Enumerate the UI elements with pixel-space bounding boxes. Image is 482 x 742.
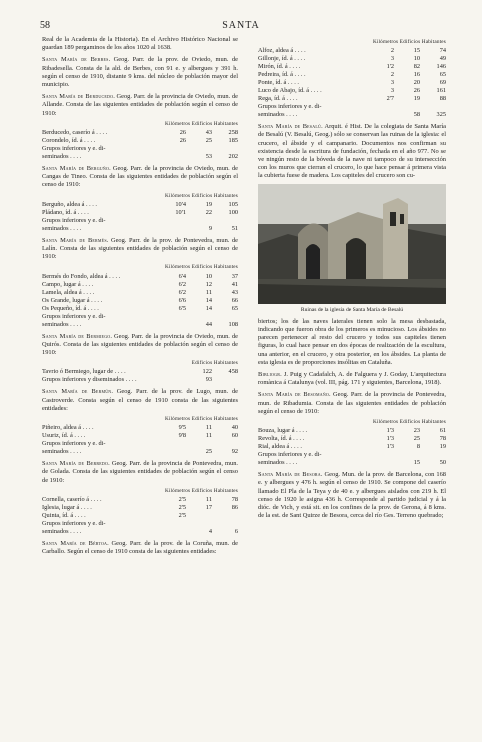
place-name: Piñeiro, aldea á . . . . [42, 424, 94, 432]
buildings-value [186, 512, 212, 520]
km-value: 2'7 [386, 95, 394, 103]
place-name: Grupos inferiores y diseminados . . . . [42, 376, 137, 384]
table-row [42, 424, 238, 432]
inhabitants-value: 161 [436, 87, 446, 95]
buildings-value: 25 [205, 137, 212, 145]
place-name: Pedreira, íd. á . . . . [258, 71, 306, 79]
population-table [42, 201, 238, 233]
inhabitants-value: 66 [231, 296, 238, 304]
table-row [258, 103, 446, 111]
inhabitants-value [420, 103, 446, 111]
table-row [42, 432, 238, 440]
inhabitants-value: 6 [234, 528, 238, 536]
inhabitants-value [212, 145, 238, 153]
km-value [368, 451, 394, 459]
buildings-value: 19 [413, 95, 420, 103]
inhabitants-value: 146 [436, 63, 446, 71]
paragraph [42, 93, 238, 118]
km-value: 6'2 [178, 288, 186, 296]
km-value: 3 [390, 87, 394, 95]
population-table [42, 496, 238, 536]
paragraph [42, 388, 238, 413]
entry-body: . Geog. Parr. de la provincia de Oviedo, mun. de Quirós. Consta de las siguientes entidades de población según el censo de 1910: [42, 332, 238, 357]
paragraph [42, 237, 238, 262]
km-value [160, 368, 186, 376]
buildings-value [186, 520, 212, 528]
place-name: Revolta, íd. á . . . . [258, 435, 305, 443]
inhabitants-value [420, 451, 446, 459]
inhabitants-value [212, 512, 238, 520]
church-ruins-photo [258, 184, 446, 304]
table-row [258, 427, 446, 435]
km-value [160, 313, 186, 321]
inhabitants-value [212, 520, 238, 528]
entry-heading: Santa María de Berredo [42, 460, 109, 468]
inhabitants-value: 61 [439, 427, 446, 435]
buildings-value: 11 [205, 424, 212, 432]
entry-heading: Santa María de Bermiego [42, 332, 111, 340]
table-row [42, 217, 238, 225]
place-name: seminados . . . . [42, 224, 82, 232]
inhabitants-value: 100 [228, 208, 238, 216]
inhabitants-value: 74 [439, 47, 446, 55]
entry-body: . Geog. Parr. de la provincia de Pontevedra, mun. de Ribadumia. Consta de las siguientes entidades de población según el censo de 1910: [258, 391, 446, 415]
km-value: 3 [390, 55, 394, 63]
km-value [160, 153, 186, 161]
inhabitants-value: 202 [228, 153, 238, 161]
table-row [258, 435, 446, 443]
place-name: Grupos inferiores y e. di- [42, 520, 106, 528]
entry-heading: Santa María de Besora [258, 471, 321, 479]
photo-caption: Ruinas de la iglesia de Santa María de Besalú [300, 306, 404, 313]
km-value: 26 [179, 129, 186, 137]
buildings-value: 4 [208, 528, 212, 536]
place-name: Mirón, íd. á . . . . [258, 63, 301, 71]
entry-heading: Santa María de Bértoa [42, 540, 108, 548]
table-row [42, 137, 238, 145]
buildings-value [394, 451, 420, 459]
inhabitants-value [212, 376, 238, 384]
paragraph: biertos; los de las naves laterales tienen solo la mesa desbastada, indicando que fueron obra de los primeros es minucioso. Los ábsides no parecen pertenecer al resto del crucero y todos sus capiteles tienen figuras, lo cual hace pensar en dos épocas de realización de la escultura, una anterior, en el crucero, y otra posterior, en los ábsides. La planta de esta iglesia es de proporciones insólitas en Cataluña. [258, 317, 446, 366]
table-row [258, 451, 446, 459]
inhabitants-value: 78 [231, 496, 238, 504]
place-name: Os Grande, lugar á . . . . [42, 296, 103, 304]
table-row [42, 225, 238, 233]
km-value: 6'6 [178, 296, 186, 304]
population-table [42, 424, 238, 456]
buildings-value: 14 [205, 296, 212, 304]
entry-body: . Arquit. é Hist. De la colegiata de Santa María de Besalú (V. Besalú, Geog.) sólo se conservan las ruinas de la iglesia: el crucero, el ábside y el campanario. Documentos nos confirman su existencia desde la escritura de fundación, fechada en el año 977. No se ve ningún resto de la bóveda de la nave ni tampoco de su intersección con los muros que cierran el crucero, lo que hace pensar á primera vista la cubierta fuese de madera. Los capiteles del crucero son cu- [258, 123, 447, 180]
inhabitants-value: 108 [228, 320, 238, 328]
table-column-header: Kilómetros Edificios Habitantes [372, 39, 446, 45]
table-row [42, 448, 238, 456]
table-row [42, 145, 238, 153]
paragraph [42, 56, 238, 89]
place-name: Bermés do Fondo, aldea á . . . . [42, 272, 121, 280]
buildings-value: 10 [205, 272, 212, 280]
place-name: Tavrio ó Bermiego, lugar de . . . . [42, 368, 126, 376]
place-name: seminados . . . . [258, 459, 298, 467]
table-row [42, 201, 238, 209]
paragraph [42, 165, 238, 190]
inhabitants-value: 69 [439, 79, 446, 87]
population-table [258, 427, 446, 467]
right-column [258, 36, 446, 520]
place-name: Os Pequeño, íd. á . . . . [42, 304, 99, 312]
place-name: Rial, aldea á . . . . [258, 443, 302, 451]
km-value: 26 [179, 137, 186, 145]
km-value: 6'2 [178, 280, 186, 288]
place-name: Bouza, lugar á . . . . [258, 427, 308, 435]
place-name: Pládano, íd. á . . . . [42, 208, 89, 216]
inhabitants-value: 325 [436, 111, 446, 119]
paragraph [258, 371, 446, 387]
entry-body: . Geog. Parr. de la provincia de Oviedo, mun. de Cangas de Tineo. Consta de las siguientes entidades de población según el censo de 1910: [42, 165, 238, 189]
table-row [42, 273, 238, 281]
population-table [42, 129, 238, 161]
km-value [160, 217, 186, 225]
buildings-value: 93 [205, 376, 212, 384]
population-table [42, 273, 238, 329]
km-value: 3 [390, 79, 394, 87]
inhabitants-value [212, 217, 238, 225]
paragraph [258, 471, 446, 520]
inhabitants-value [212, 313, 238, 321]
table-row [258, 87, 446, 95]
place-name: Lamela, aldea á . . . . [42, 288, 95, 296]
buildings-value: 22 [205, 208, 212, 216]
km-value [160, 225, 186, 233]
entry-heading: Bibliogr. [258, 371, 282, 379]
buildings-value: 11 [205, 288, 212, 296]
buildings-value [186, 145, 212, 153]
inhabitants-value [212, 440, 238, 448]
entry-heading: Santa María de Besomaño [258, 391, 330, 399]
entry-heading: Santa María de Berbes [42, 56, 109, 64]
table-row [42, 440, 238, 448]
inhabitants-value: 65 [439, 71, 446, 79]
buildings-value: 26 [413, 87, 420, 95]
buildings-value: 20 [413, 79, 420, 87]
km-value: 9'5 [178, 424, 186, 432]
km-value: 9'8 [178, 432, 186, 440]
table-row [42, 209, 238, 217]
place-name: Grupos inferiores y e. di- [258, 103, 322, 111]
km-value [160, 321, 186, 329]
page-number: 58 [40, 20, 50, 31]
km-value [160, 145, 186, 153]
table-row [42, 153, 238, 161]
inhabitants-value: 92 [231, 448, 238, 456]
entry-body: J. Puig y Cadafalch, A. de Falguera y J. Goday, L'arquitectura romànica á Catalunya (vol. III, pág. 171 y siguientes, Barcelona, 1918). [258, 371, 446, 387]
paragraph [42, 333, 238, 358]
paragraph [258, 123, 446, 180]
place-name: Usuriz, íd. á . . . . [42, 432, 86, 440]
place-name: seminados . . . . [42, 320, 82, 328]
inhabitants-value: 185 [228, 137, 238, 145]
place-name: Iglesia, lugar á . . . . [42, 504, 92, 512]
buildings-value: 43 [205, 129, 212, 137]
buildings-value [186, 217, 212, 225]
table-row [42, 376, 238, 384]
table-row [42, 504, 238, 512]
buildings-value: 25 [205, 448, 212, 456]
inhabitants-value: 78 [439, 435, 446, 443]
table-row [42, 297, 238, 305]
entry-body: . Geog. Parr. de la prov. de Oviedo, mun. de Ribadesella. Consta de la ald. de Berbes, con 91 e. y albergues y 391 h. según el censo de 1910, distante 9 kms. del núcleo de población mayor del municipio. [42, 56, 238, 89]
photo-frame [258, 184, 446, 304]
table-row [258, 111, 446, 119]
place-name: Ponte, íd. á . . . . [258, 79, 299, 87]
table-row [42, 368, 238, 376]
buildings-value: 53 [205, 153, 212, 161]
km-value: 2 [390, 71, 394, 79]
page-title: SANTA [222, 20, 260, 31]
table-row [42, 512, 238, 520]
km-value: 1'3 [386, 435, 394, 443]
paragraph [42, 460, 238, 485]
buildings-value [186, 313, 212, 321]
km-value: 1'3 [386, 443, 394, 451]
buildings-value: 19 [205, 200, 212, 208]
table-row [42, 321, 238, 329]
inhabitants-value: 458 [228, 368, 238, 376]
place-name: Alfoz, aldea á . . . . [258, 47, 306, 55]
buildings-value: 58 [413, 111, 420, 119]
table-row [42, 305, 238, 313]
place-name: Gillonje, íd. á . . . . [258, 55, 306, 63]
place-name: seminados . . . . [42, 528, 82, 536]
buildings-value: 15 [413, 47, 420, 55]
buildings-value: 25 [413, 435, 420, 443]
paragraph [258, 391, 446, 416]
table-row [258, 47, 446, 55]
buildings-value: 44 [205, 320, 212, 328]
km-value: 1'3 [386, 427, 394, 435]
table-row [42, 281, 238, 289]
buildings-value: 14 [205, 304, 212, 312]
table-row [258, 63, 446, 71]
table-row [258, 55, 446, 63]
km-value [368, 459, 394, 467]
table-row [42, 496, 238, 504]
km-value: 10'1 [175, 208, 186, 216]
km-value: 6'5 [178, 304, 186, 312]
place-name: Quinta, íd. á . . . . [42, 512, 86, 520]
inhabitants-value: 43 [231, 288, 238, 296]
entry-body: . Geog. Parr. de la prov. de Lugo, mun. de Castroverde. Consta según el censo de 1910 consta de las siguientes entidades: [42, 388, 238, 412]
inhabitants-value: 51 [231, 224, 238, 232]
place-name: Grupos inferiores y e. di- [42, 216, 106, 224]
table-row [258, 459, 446, 467]
table-row [42, 129, 238, 137]
buildings-value: 17 [205, 504, 212, 512]
place-name: seminados . . . . [42, 448, 82, 456]
table-column-header: Kilómetros Edificios Habitantes [164, 416, 238, 423]
entry-body: . Geog. Mun. de la prov. de Barcelona, con 168 e. y albergues y 476 h. según el censo de 1910. Se compone del caserío llamado El Pla de la Teya y de 40 e. y albergues aislados con 219 h. El censo de 1920 le asigna 436 h. Corresponde al partido judicial y á la dióc. de Vich, y está sit. en los confines de la prov. de Gerona, á 8 kms. de la est. de Sant Quirze de Besora, cerca del río Ges. Terreno quebrado; [258, 471, 446, 520]
place-name: Grupos inferiores y e. di- [42, 145, 106, 153]
inhabitants-value: 49 [439, 55, 446, 63]
table-row [258, 71, 446, 79]
population-table [42, 368, 238, 384]
place-name: Campo, lugar á . . . . [42, 280, 94, 288]
entry-body: . Geog. Parr. de la prov. de la Coruña, mun. de Carballo. Según el censo de 1910 consta de las siguientes entidades: [42, 540, 238, 556]
inhabitants-value: 37 [231, 272, 238, 280]
buildings-value [186, 440, 212, 448]
km-value [368, 103, 394, 111]
place-name: Corondelo, íd. á . . . . [42, 137, 96, 145]
km-value [160, 520, 186, 528]
entry-body: . Geog. Parr. de la prov. de Pontevedra, mun. de Lalín. Consta de las siguientes entidades de población según el censo de 1910: [42, 236, 239, 261]
buildings-value: 12 [205, 280, 212, 288]
km-value [160, 448, 186, 456]
buildings-value: 122 [202, 368, 212, 376]
km-value: 2'5 [178, 512, 186, 520]
km-value: 10'4 [175, 200, 186, 208]
place-name: Luco de Abajo, íd. á . . . . [258, 87, 322, 95]
inhabitants-value: 60 [231, 432, 238, 440]
inhabitants-value: 88 [439, 95, 446, 103]
table-column-header: Kilómetros Edificios Habitantes [372, 419, 446, 426]
inhabitants-value: 19 [439, 443, 446, 451]
table-column-header: Kilómetros Edificios Habitantes [164, 192, 238, 199]
paragraph [42, 540, 238, 556]
place-name: seminados . . . . [42, 153, 82, 161]
km-value [368, 111, 394, 119]
place-name: Berducedo, caserío á . . . . [42, 129, 108, 137]
km-value: 2 [390, 47, 394, 55]
entry-body: . Geog. Parr. de la provincia de Oviedo, mun. de Allande. Consta de las siguientes entidades de población según el censo de 1910: [42, 93, 238, 117]
km-value [160, 376, 186, 384]
table-row [258, 95, 446, 103]
place-name: Grupos inferiores y e. di- [42, 312, 106, 320]
km-value: 1'2 [386, 63, 394, 71]
table-column-header: Edificios Habitantes [191, 360, 238, 367]
inhabitants-value: 86 [231, 504, 238, 512]
km-value: 6'4 [178, 272, 186, 280]
buildings-value: 15 [413, 459, 420, 467]
table-row [42, 289, 238, 297]
km-value [160, 528, 186, 536]
inhabitants-value: 65 [231, 304, 238, 312]
inhabitants-value: 41 [231, 280, 238, 288]
entry-heading: Santa María de Bermés [42, 236, 107, 244]
buildings-value: 10 [413, 55, 420, 63]
buildings-value: 16 [413, 71, 420, 79]
buildings-value: 9 [208, 224, 212, 232]
table-row [258, 443, 446, 451]
table-row [258, 79, 446, 87]
table-column-header: Kilómetros Edificios Habitantes [164, 487, 238, 494]
table-row [42, 520, 238, 528]
buildings-value: 11 [205, 496, 212, 504]
paragraph: Real de la Academia de la Historia). En el Archivo Histórico Nacional se guardan 189 pergaminos de los años 1020 al 1638. [42, 36, 238, 52]
place-name: Berguño, aldea á . . . . [42, 200, 97, 208]
place-name: seminados . . . . [258, 111, 298, 119]
entry-body: . Geog. Parr. de la provincia de Pontevedra, mun. de Golada. Consta de las siguientes entidades de población según el censo de 1910: [42, 460, 239, 484]
buildings-value [394, 103, 420, 111]
table-row [42, 313, 238, 321]
buildings-value: 11 [205, 432, 212, 440]
place-name: Grupos inferiores y e. di- [258, 451, 322, 459]
entry-heading: Santa María de Berguño [42, 165, 110, 173]
inhabitants-value: 105 [228, 200, 238, 208]
place-name: Cornella, caserío á . . . . [42, 496, 102, 504]
table-column-header: Kilómetros Edificios Habitantes [164, 120, 238, 127]
entry-heading: Santa María de Besalú [258, 123, 322, 131]
table-row [42, 528, 238, 536]
km-value [160, 440, 186, 448]
buildings-value: 82 [413, 63, 420, 71]
place-name: Grupos inferiores y e. di- [42, 440, 106, 448]
buildings-value: 23 [413, 427, 420, 435]
place-name: Rega, íd. á . . . . [258, 95, 298, 103]
km-value: 2'5 [178, 504, 186, 512]
buildings-value: 8 [416, 443, 420, 451]
entry-heading: Santa María de Bermún [42, 388, 112, 396]
inhabitants-value: 40 [231, 424, 238, 432]
left-column [42, 36, 238, 557]
inhabitants-value: 50 [439, 459, 446, 467]
km-value: 2'5 [178, 496, 186, 504]
table-column-header: Kilómetros Edificios Habitantes [164, 264, 238, 271]
inhabitants-value: 258 [228, 129, 238, 137]
population-table [258, 47, 446, 119]
entry-heading: Santa María de Berducedo [42, 93, 114, 101]
